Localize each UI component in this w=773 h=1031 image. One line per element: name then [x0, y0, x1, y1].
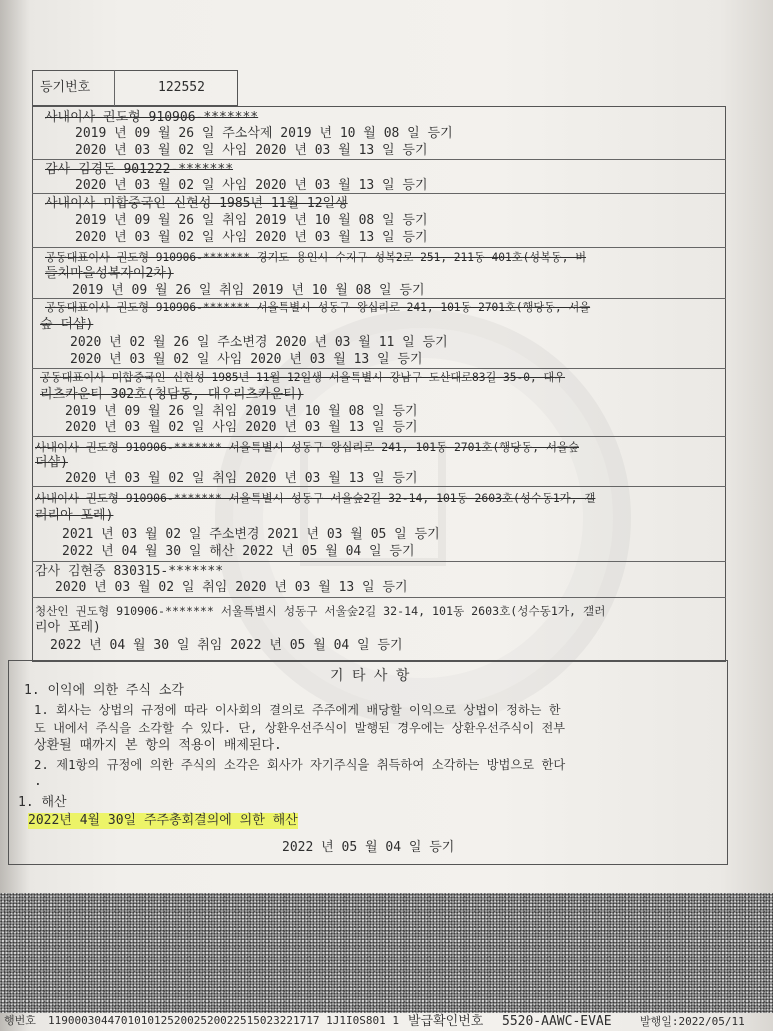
entry-date-line: 2020 년 03 월 02 일 취임 2020 년 03 월 13 일 등기	[55, 580, 408, 595]
footer-issue-number: 5520-AAWC-EVAE	[502, 1014, 612, 1029]
other-line: 상환될 때까지 본 항의 적용이 배제된다.	[34, 738, 282, 753]
footer-issue-label: 발급확인번호	[408, 1014, 484, 1029]
entry-date-line: 2022 년 04 월 30 일 취임 2022 년 05 월 04 일 등기	[50, 638, 403, 653]
entry-date-line: 2020 년 03 월 02 일 사임 2020 년 03 월 13 일 등기	[70, 352, 423, 367]
footer-row-label: 행번호	[4, 1014, 36, 1027]
entry-date-line: 2020 년 03 월 02 일 사임 2020 년 03 월 13 일 등기	[65, 420, 418, 435]
entry-header: 감사 김현중 830315-*******	[35, 564, 224, 579]
entry-date-line: 2020 년 03 월 02 일 사임 2020 년 03 월 13 일 등기	[75, 230, 428, 245]
entry-header: 사내이사 권도형 910906-*******	[45, 110, 259, 125]
entry-date-line: 2022 년 04 월 30 일 해산 2022 년 05 월 04 일 등기	[62, 544, 415, 559]
entry-header: 청산인 권도형 910906-******* 서울특별시 성동구 서울숲2길 32-14, 101동 2603호(성수동1가, 갤러	[35, 604, 606, 618]
entry-header: 사내이사 권도형 910906-******* 서울특별시 성동구 서울숲2길 32-14, 101동 2603호(성수동1가, 갤	[35, 491, 596, 505]
security-pattern	[0, 893, 773, 1013]
registration-number-label: 등기번호	[40, 80, 91, 95]
footer-issue-date: 발행일:2022/05/11	[640, 1015, 745, 1028]
other-line: 1. 회사는 상법의 규정에 따라 이사회의 결의로 주주에게 배당할 이익으로 상법이 정하는 한	[34, 703, 561, 717]
entry-header: 사내이사 미합중국인 신현성 1985년 11월 12일생	[45, 196, 348, 211]
other-line: .	[34, 774, 42, 789]
entry-header: 공동대표이사 권도형 910906-******* 서울특별시 성동구 왕십리로 241, 101동 2701호(행당동, 서울	[45, 301, 591, 314]
entry-header-cont: 더샵)	[35, 455, 68, 470]
entry-header-cont: 리츠카운티 302호(청담동, 대우리츠카운티)	[40, 387, 304, 402]
entry-header-cont: 들치마을성복자이2차)	[45, 266, 174, 281]
other-line: 1. 해산	[18, 795, 67, 810]
entry-header-cont: 리아 포레)	[35, 620, 101, 635]
other-line: 도 내에서 주식을 소각할 수 있다. 단, 상환우선주식이 발행된 경우에는 상환우선주식이 전부	[34, 721, 565, 735]
entry-date-line: 2021 년 03 월 02 일 주소변경 2021 년 03 월 05 일 등기	[62, 527, 440, 542]
entry-date-line: 2019 년 09 월 26 일 취임 2019 년 10 월 08 일 등기	[65, 404, 418, 419]
other-line: 2022 년 05 월 04 일 등기	[282, 840, 455, 855]
other-line: 2. 제1항의 규정에 의한 주식의 소각은 회사가 자기주식을 취득하여 소각하는 방법으로 한다	[34, 758, 566, 772]
entry-date-line: 2020 년 02 월 26 일 주소변경 2020 년 03 월 11 일 등기	[70, 335, 448, 350]
other-line: 1. 이익에 의한 주식 소각	[24, 683, 184, 698]
entry-header-cont: 러리아 포레)	[35, 508, 114, 523]
entry-date-line: 2019 년 09 월 26 일 취임 2019 년 10 월 08 일 등기	[75, 213, 428, 228]
entry-date-line: 2020 년 03 월 02 일 취임 2020 년 03 월 13 일 등기	[65, 471, 418, 486]
entry-header: 감사 김경돈 901222-*******	[45, 162, 234, 177]
entry-date-line: 2019 년 09 월 26 일 주소삭제 2019 년 10 월 08 일 등기	[75, 126, 453, 141]
entry-header: 사내이사 권도형 910906-******* 서울특별시 성동구 왕십리로 241, 101동 2701호(행당동, 서울숲	[35, 440, 579, 454]
entry-header: 공동대표이사 권도형 910906-******* 경기도 용인시 수지구 성복2로 251, 211동 401호(성복동, 버	[45, 251, 587, 264]
entry-date-line: 2019 년 09 월 26 일 취임 2019 년 10 월 08 일 등기	[72, 283, 425, 298]
dissolution-highlight: 2022년 4월 30일 주주총회결의에 의한 해산	[28, 813, 298, 828]
entry-header: 공동대표이사 미합중국인 신현성 1985년 11월 12일생 서울특별시 강남구 도산대로83길 35-0, 대우	[40, 371, 566, 384]
entry-header-cont: 숲 더샵)	[40, 317, 94, 332]
other-matters-heading: 기 타 사 항	[330, 668, 410, 684]
registration-number-value: 122552	[158, 80, 205, 95]
footer-row-number: 11900030447010101252002520022515023221717 1J1I0S801 1	[48, 1014, 399, 1027]
entry-date-line: 2020 년 03 월 02 일 사임 2020 년 03 월 13 일 등기	[75, 178, 428, 193]
entry-date-line: 2020 년 03 월 02 일 사임 2020 년 03 월 13 일 등기	[75, 143, 428, 158]
